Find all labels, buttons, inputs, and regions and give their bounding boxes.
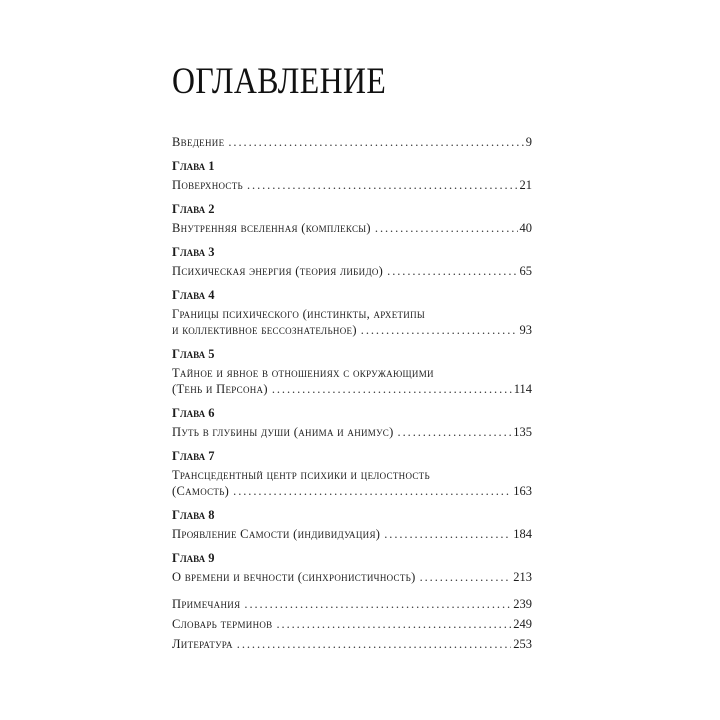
toc-entry-label-line-1: Границы психического (инстинкты, архетипы <box>172 307 426 321</box>
toc-entry-chapter-4[interactable] <box>172 306 532 338</box>
toc-entry-label: Словарь терминов <box>172 617 273 631</box>
toc-entry-glossary[interactable] <box>172 616 532 632</box>
leader-dots <box>276 616 511 632</box>
toc-entry-label: Введение <box>172 135 225 149</box>
chapter-heading-4: Глава 4 <box>172 288 215 302</box>
toc-entry-label-line-2: и коллективное бессознательное) <box>172 323 357 337</box>
toc-page-number: 9 <box>525 135 532 149</box>
toc-page-number: 93 <box>519 323 532 337</box>
toc-entry-label: Примечания <box>172 597 241 611</box>
chapter-heading-2: Глава 2 <box>172 202 215 216</box>
toc-page-number: 21 <box>519 178 532 192</box>
chapter-heading-1: Глава 1 <box>172 159 215 173</box>
leader-dots <box>228 134 523 150</box>
toc-entry-label: Психическая энергия (теория либидо) <box>172 264 384 278</box>
toc-page-number: 65 <box>519 264 532 278</box>
leader-dots <box>272 381 512 397</box>
leader-dots <box>244 596 511 612</box>
leader-dots <box>387 263 517 279</box>
toc-entry-chapter-7[interactable] <box>172 467 532 499</box>
toc-page-number: 163 <box>513 484 532 498</box>
toc-page-number: 239 <box>513 597 532 611</box>
toc-entry-label: Путь в глубины души (анима и анимус) <box>172 425 394 439</box>
toc-page-number: 40 <box>519 221 532 235</box>
toc-entry-label: Проявление Самости (индивидуация) <box>172 527 381 541</box>
toc-entry-bibliography[interactable] <box>172 636 532 652</box>
leader-dots <box>375 220 518 236</box>
leader-dots <box>361 322 518 338</box>
chapter-heading-8: Глава 8 <box>172 508 215 522</box>
toc-entry-chapter-9[interactable] <box>172 569 532 585</box>
toc-entry-chapter-2[interactable] <box>172 220 532 236</box>
toc-page-number: 184 <box>513 527 532 541</box>
toc-entry-chapter-1[interactable] <box>172 177 532 193</box>
leader-dots <box>233 483 511 499</box>
toc-page-number: 213 <box>513 570 532 584</box>
chapter-heading-9: Глава 9 <box>172 551 215 565</box>
toc-entry-label-line-1: Тайное и явное в отношениях с окружающими <box>172 366 434 380</box>
chapter-heading-5: Глава 5 <box>172 347 215 361</box>
page-title: ОГЛАВЛЕНИЕ <box>172 61 387 102</box>
toc-page-number: 135 <box>513 425 532 439</box>
toc-entry-chapter-3[interactable] <box>172 263 532 279</box>
toc-page-number: 114 <box>513 382 532 396</box>
chapter-heading-7: Глава 7 <box>172 449 215 463</box>
leader-dots <box>420 569 512 585</box>
toc-entry-chapter-6[interactable] <box>172 424 532 440</box>
toc-entry-introduction[interactable] <box>172 134 532 150</box>
toc-entry-label: О времени и вечности (синхронистичность) <box>172 570 416 584</box>
chapter-heading-6: Глава 6 <box>172 406 215 420</box>
chapter-heading-3: Глава 3 <box>172 245 215 259</box>
toc-entry-label: Литература <box>172 637 233 651</box>
toc-entry-chapter-5[interactable] <box>172 365 532 397</box>
toc-entry-label-line-2: (Тень и Персона) <box>172 382 268 396</box>
toc-entry-label: Внутренняя вселенная (комплексы) <box>172 221 371 235</box>
toc-page-number: 249 <box>513 617 532 631</box>
leader-dots <box>384 526 511 542</box>
leader-dots <box>237 636 511 652</box>
leader-dots <box>398 424 512 440</box>
toc-entry-label-line-2: (Самость) <box>172 484 230 498</box>
toc-entry-label-line-1: Трансцедентный центр психики и целостность <box>172 468 430 482</box>
toc-entry-notes[interactable] <box>172 596 532 612</box>
toc-entry-label: Поверхность <box>172 178 243 192</box>
leader-dots <box>247 177 518 193</box>
toc-entry-chapter-8[interactable] <box>172 526 532 542</box>
toc-page-number: 253 <box>513 637 532 651</box>
